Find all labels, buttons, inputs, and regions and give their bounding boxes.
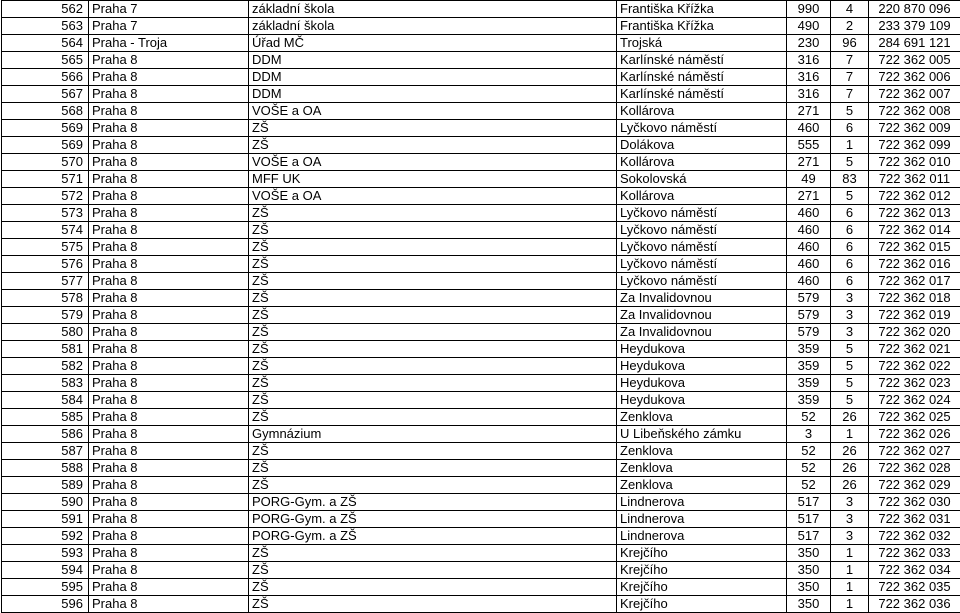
cell-phone: 722 362 019 bbox=[869, 307, 960, 324]
cell-phone: 722 362 023 bbox=[869, 375, 960, 392]
cell-house-number: 517 bbox=[787, 528, 831, 545]
cell-number: 578 bbox=[2, 290, 89, 307]
table-row bbox=[2, 86, 960, 103]
cell-institution: DDM bbox=[249, 52, 617, 69]
cell-number: 562 bbox=[2, 1, 89, 18]
cell-house-number: 52 bbox=[787, 477, 831, 494]
cell-house-number: 460 bbox=[787, 205, 831, 222]
cell-district: Praha 7 bbox=[89, 1, 249, 18]
cell-number: 595 bbox=[2, 579, 89, 596]
cell-orientation-number: 26 bbox=[831, 409, 869, 426]
cell-number: 587 bbox=[2, 443, 89, 460]
cell-house-number: 460 bbox=[787, 222, 831, 239]
cell-orientation-number: 4 bbox=[831, 1, 869, 18]
cell-institution: ZŠ bbox=[249, 460, 617, 477]
cell-phone: 722 362 020 bbox=[869, 324, 960, 341]
cell-house-number: 579 bbox=[787, 324, 831, 341]
cell-street: Lindnerova bbox=[617, 511, 787, 528]
cell-district: Praha 8 bbox=[89, 341, 249, 358]
cell-institution: ZŠ bbox=[249, 222, 617, 239]
cell-orientation-number: 3 bbox=[831, 528, 869, 545]
cell-district: Praha 8 bbox=[89, 545, 249, 562]
cell-institution: ZŠ bbox=[249, 596, 617, 613]
cell-number: 582 bbox=[2, 358, 89, 375]
cell-institution: ZŠ bbox=[249, 579, 617, 596]
table-row bbox=[2, 69, 960, 86]
cell-institution: ZŠ bbox=[249, 477, 617, 494]
cell-orientation-number: 6 bbox=[831, 120, 869, 137]
cell-institution: ZŠ bbox=[249, 324, 617, 341]
table-row bbox=[2, 443, 960, 460]
cell-phone: 722 362 021 bbox=[869, 341, 960, 358]
cell-orientation-number: 5 bbox=[831, 375, 869, 392]
table-row bbox=[2, 1, 960, 18]
table-row bbox=[2, 545, 960, 562]
table-row bbox=[2, 256, 960, 273]
cell-phone: 722 362 013 bbox=[869, 205, 960, 222]
table-row bbox=[2, 511, 960, 528]
cell-phone: 722 362 035 bbox=[869, 579, 960, 596]
cell-orientation-number: 5 bbox=[831, 154, 869, 171]
cell-street: Trojská bbox=[617, 35, 787, 52]
cell-number: 571 bbox=[2, 171, 89, 188]
cell-institution: ZŠ bbox=[249, 137, 617, 154]
cell-district: Praha 8 bbox=[89, 205, 249, 222]
table-row bbox=[2, 494, 960, 511]
cell-number: 576 bbox=[2, 256, 89, 273]
cell-district: Praha 8 bbox=[89, 256, 249, 273]
table-row bbox=[2, 426, 960, 443]
cell-institution: ZŠ bbox=[249, 409, 617, 426]
cell-phone: 722 362 006 bbox=[869, 69, 960, 86]
cell-number: 594 bbox=[2, 562, 89, 579]
cell-district: Praha 8 bbox=[89, 511, 249, 528]
cell-institution: ZŠ bbox=[249, 205, 617, 222]
cell-phone: 722 362 028 bbox=[869, 460, 960, 477]
cell-district: Praha 8 bbox=[89, 307, 249, 324]
cell-phone: 722 362 033 bbox=[869, 545, 960, 562]
cell-street: Zenklova bbox=[617, 460, 787, 477]
cell-number: 586 bbox=[2, 426, 89, 443]
cell-orientation-number: 1 bbox=[831, 596, 869, 613]
cell-district: Praha 8 bbox=[89, 222, 249, 239]
cell-orientation-number: 1 bbox=[831, 579, 869, 596]
table-row bbox=[2, 171, 960, 188]
cell-district: Praha 8 bbox=[89, 154, 249, 171]
cell-district: Praha 8 bbox=[89, 358, 249, 375]
cell-house-number: 579 bbox=[787, 307, 831, 324]
cell-number: 584 bbox=[2, 392, 89, 409]
cell-institution: základní škola bbox=[249, 18, 617, 35]
cell-number: 580 bbox=[2, 324, 89, 341]
cell-orientation-number: 7 bbox=[831, 69, 869, 86]
cell-orientation-number: 5 bbox=[831, 358, 869, 375]
cell-house-number: 350 bbox=[787, 579, 831, 596]
cell-street: Lyčkovo náměstí bbox=[617, 256, 787, 273]
table-row bbox=[2, 392, 960, 409]
cell-house-number: 350 bbox=[787, 596, 831, 613]
cell-orientation-number: 5 bbox=[831, 103, 869, 120]
cell-district: Praha 8 bbox=[89, 596, 249, 613]
cell-district: Praha 8 bbox=[89, 69, 249, 86]
cell-orientation-number: 26 bbox=[831, 477, 869, 494]
cell-orientation-number: 3 bbox=[831, 324, 869, 341]
cell-district: Praha 8 bbox=[89, 460, 249, 477]
cell-street: Za Invalidovnou bbox=[617, 324, 787, 341]
cell-institution: Úřad MČ bbox=[249, 35, 617, 52]
cell-institution: ZŠ bbox=[249, 562, 617, 579]
cell-street: Za Invalidovnou bbox=[617, 307, 787, 324]
cell-house-number: 316 bbox=[787, 52, 831, 69]
cell-orientation-number: 83 bbox=[831, 171, 869, 188]
table-row bbox=[2, 341, 960, 358]
cell-phone: 722 362 012 bbox=[869, 188, 960, 205]
cell-orientation-number: 26 bbox=[831, 443, 869, 460]
cell-district: Praha 7 bbox=[89, 18, 249, 35]
cell-district: Praha 8 bbox=[89, 426, 249, 443]
cell-street: Karlínské náměstí bbox=[617, 86, 787, 103]
cell-phone: 722 362 030 bbox=[869, 494, 960, 511]
cell-house-number: 517 bbox=[787, 511, 831, 528]
cell-orientation-number: 7 bbox=[831, 52, 869, 69]
cell-number: 596 bbox=[2, 596, 89, 613]
cell-phone: 722 362 017 bbox=[869, 273, 960, 290]
cell-institution: ZŠ bbox=[249, 256, 617, 273]
cell-house-number: 460 bbox=[787, 239, 831, 256]
cell-district: Praha 8 bbox=[89, 579, 249, 596]
cell-house-number: 52 bbox=[787, 460, 831, 477]
cell-number: 591 bbox=[2, 511, 89, 528]
cell-street: Lyčkovo náměstí bbox=[617, 273, 787, 290]
cell-number: 589 bbox=[2, 477, 89, 494]
cell-number: 577 bbox=[2, 273, 89, 290]
cell-street: Zenklova bbox=[617, 409, 787, 426]
data-table bbox=[1, 0, 960, 613]
cell-institution: ZŠ bbox=[249, 290, 617, 307]
cell-street: Krejčího bbox=[617, 596, 787, 613]
table-row bbox=[2, 52, 960, 69]
cell-orientation-number: 3 bbox=[831, 511, 869, 528]
table-row bbox=[2, 120, 960, 137]
cell-street: Zenklova bbox=[617, 443, 787, 460]
table-row bbox=[2, 18, 960, 35]
cell-institution: ZŠ bbox=[249, 392, 617, 409]
cell-street: Za Invalidovnou bbox=[617, 290, 787, 307]
cell-street: Heydukova bbox=[617, 375, 787, 392]
cell-street: Lindnerova bbox=[617, 494, 787, 511]
cell-phone: 722 362 007 bbox=[869, 86, 960, 103]
cell-district: Praha 8 bbox=[89, 392, 249, 409]
cell-institution: ZŠ bbox=[249, 307, 617, 324]
cell-house-number: 359 bbox=[787, 341, 831, 358]
cell-house-number: 49 bbox=[787, 171, 831, 188]
cell-number: 593 bbox=[2, 545, 89, 562]
cell-institution: ZŠ bbox=[249, 341, 617, 358]
cell-orientation-number: 3 bbox=[831, 494, 869, 511]
table-row bbox=[2, 307, 960, 324]
cell-orientation-number: 6 bbox=[831, 222, 869, 239]
cell-district: Praha 8 bbox=[89, 494, 249, 511]
cell-orientation-number: 5 bbox=[831, 392, 869, 409]
cell-district: Praha 8 bbox=[89, 52, 249, 69]
table-row bbox=[2, 409, 960, 426]
cell-institution: ZŠ bbox=[249, 239, 617, 256]
table-row bbox=[2, 596, 960, 613]
cell-district: Praha 8 bbox=[89, 273, 249, 290]
cell-street: Kollárova bbox=[617, 103, 787, 120]
cell-district: Praha 8 bbox=[89, 239, 249, 256]
cell-district: Praha 8 bbox=[89, 528, 249, 545]
cell-district: Praha 8 bbox=[89, 86, 249, 103]
table-row bbox=[2, 375, 960, 392]
cell-orientation-number: 5 bbox=[831, 188, 869, 205]
cell-street: Krejčího bbox=[617, 562, 787, 579]
table-row bbox=[2, 103, 960, 120]
cell-institution: ZŠ bbox=[249, 273, 617, 290]
cell-phone: 722 362 024 bbox=[869, 392, 960, 409]
cell-phone: 284 691 121 bbox=[869, 35, 960, 52]
cell-phone: 722 362 034 bbox=[869, 562, 960, 579]
cell-institution: VOŠE a OA bbox=[249, 103, 617, 120]
cell-orientation-number: 96 bbox=[831, 35, 869, 52]
cell-house-number: 460 bbox=[787, 256, 831, 273]
cell-district: Praha 8 bbox=[89, 477, 249, 494]
cell-house-number: 52 bbox=[787, 443, 831, 460]
cell-number: 573 bbox=[2, 205, 89, 222]
cell-district: Praha 8 bbox=[89, 188, 249, 205]
cell-house-number: 316 bbox=[787, 86, 831, 103]
cell-house-number: 3 bbox=[787, 426, 831, 443]
cell-orientation-number: 6 bbox=[831, 239, 869, 256]
cell-number: 570 bbox=[2, 154, 89, 171]
cell-institution: ZŠ bbox=[249, 545, 617, 562]
cell-phone: 722 362 032 bbox=[869, 528, 960, 545]
cell-number: 565 bbox=[2, 52, 89, 69]
cell-street: Heydukova bbox=[617, 392, 787, 409]
cell-number: 590 bbox=[2, 494, 89, 511]
cell-number: 569 bbox=[2, 120, 89, 137]
cell-house-number: 579 bbox=[787, 290, 831, 307]
cell-number: 585 bbox=[2, 409, 89, 426]
cell-street: Lyčkovo náměstí bbox=[617, 120, 787, 137]
cell-district: Praha 8 bbox=[89, 409, 249, 426]
cell-institution: ZŠ bbox=[249, 358, 617, 375]
cell-street: Krejčího bbox=[617, 579, 787, 596]
table-row bbox=[2, 239, 960, 256]
table-row bbox=[2, 528, 960, 545]
cell-district: Praha 8 bbox=[89, 562, 249, 579]
cell-phone: 722 362 029 bbox=[869, 477, 960, 494]
cell-street: Františka Křížka bbox=[617, 1, 787, 18]
cell-orientation-number: 1 bbox=[831, 426, 869, 443]
cell-institution: DDM bbox=[249, 69, 617, 86]
table-row bbox=[2, 273, 960, 290]
cell-institution: ZŠ bbox=[249, 375, 617, 392]
table-row bbox=[2, 358, 960, 375]
cell-street: Dolákova bbox=[617, 137, 787, 154]
cell-number: 566 bbox=[2, 69, 89, 86]
cell-institution: MFF UK bbox=[249, 171, 617, 188]
cell-house-number: 490 bbox=[787, 18, 831, 35]
cell-district: Praha 8 bbox=[89, 120, 249, 137]
cell-institution: VOŠE a OA bbox=[249, 154, 617, 171]
table-row bbox=[2, 205, 960, 222]
cell-phone: 722 362 031 bbox=[869, 511, 960, 528]
cell-street: Lyčkovo náměstí bbox=[617, 239, 787, 256]
cell-house-number: 359 bbox=[787, 375, 831, 392]
cell-orientation-number: 6 bbox=[831, 205, 869, 222]
cell-institution: VOŠE a OA bbox=[249, 188, 617, 205]
cell-number: 574 bbox=[2, 222, 89, 239]
cell-phone: 722 362 026 bbox=[869, 426, 960, 443]
table-row bbox=[2, 477, 960, 494]
cell-district: Praha 8 bbox=[89, 137, 249, 154]
cell-district: Praha 8 bbox=[89, 103, 249, 120]
cell-street: Kollárova bbox=[617, 188, 787, 205]
cell-number: 568 bbox=[2, 103, 89, 120]
cell-phone: 722 362 025 bbox=[869, 409, 960, 426]
cell-street: Lindnerova bbox=[617, 528, 787, 545]
cell-orientation-number: 6 bbox=[831, 256, 869, 273]
cell-district: Praha 8 bbox=[89, 290, 249, 307]
cell-house-number: 555 bbox=[787, 137, 831, 154]
cell-phone: 722 362 027 bbox=[869, 443, 960, 460]
table-row bbox=[2, 35, 960, 52]
cell-street: Lyčkovo náměstí bbox=[617, 222, 787, 239]
cell-phone: 722 362 016 bbox=[869, 256, 960, 273]
table-row bbox=[2, 154, 960, 171]
cell-district: Praha - Troja bbox=[89, 35, 249, 52]
cell-district: Praha 8 bbox=[89, 443, 249, 460]
cell-street: Karlínské náměstí bbox=[617, 69, 787, 86]
cell-institution: ZŠ bbox=[249, 443, 617, 460]
cell-house-number: 359 bbox=[787, 358, 831, 375]
table-row bbox=[2, 290, 960, 307]
cell-orientation-number: 1 bbox=[831, 137, 869, 154]
cell-orientation-number: 26 bbox=[831, 460, 869, 477]
cell-orientation-number: 3 bbox=[831, 290, 869, 307]
cell-number: 581 bbox=[2, 341, 89, 358]
cell-number: 567 bbox=[2, 86, 89, 103]
cell-house-number: 460 bbox=[787, 120, 831, 137]
cell-number: 592 bbox=[2, 528, 89, 545]
cell-institution: PORG-Gym. a ZŠ bbox=[249, 494, 617, 511]
cell-street: Kollárova bbox=[617, 154, 787, 171]
table-row bbox=[2, 579, 960, 596]
cell-street: Karlínské náměstí bbox=[617, 52, 787, 69]
cell-orientation-number: 6 bbox=[831, 273, 869, 290]
cell-district: Praha 8 bbox=[89, 375, 249, 392]
table-row bbox=[2, 460, 960, 477]
cell-institution: ZŠ bbox=[249, 120, 617, 137]
cell-phone: 722 362 011 bbox=[869, 171, 960, 188]
cell-house-number: 359 bbox=[787, 392, 831, 409]
cell-street: Lyčkovo náměstí bbox=[617, 205, 787, 222]
cell-house-number: 271 bbox=[787, 154, 831, 171]
cell-orientation-number: 5 bbox=[831, 341, 869, 358]
cell-institution: DDM bbox=[249, 86, 617, 103]
cell-phone: 722 362 008 bbox=[869, 103, 960, 120]
cell-number: 583 bbox=[2, 375, 89, 392]
cell-house-number: 460 bbox=[787, 273, 831, 290]
cell-house-number: 52 bbox=[787, 409, 831, 426]
cell-house-number: 990 bbox=[787, 1, 831, 18]
cell-house-number: 350 bbox=[787, 562, 831, 579]
cell-phone: 722 362 036 bbox=[869, 596, 960, 613]
cell-orientation-number: 2 bbox=[831, 18, 869, 35]
cell-district: Praha 8 bbox=[89, 324, 249, 341]
table-row bbox=[2, 324, 960, 341]
cell-institution: základní škola bbox=[249, 1, 617, 18]
cell-street: Františka Křížka bbox=[617, 18, 787, 35]
cell-institution: PORG-Gym. a ZŠ bbox=[249, 528, 617, 545]
cell-house-number: 517 bbox=[787, 494, 831, 511]
cell-number: 569 bbox=[2, 137, 89, 154]
cell-phone: 722 362 022 bbox=[869, 358, 960, 375]
cell-street: Krejčího bbox=[617, 545, 787, 562]
cell-phone: 722 362 015 bbox=[869, 239, 960, 256]
cell-phone: 722 362 099 bbox=[869, 137, 960, 154]
cell-number: 579 bbox=[2, 307, 89, 324]
table-row bbox=[2, 137, 960, 154]
table-row bbox=[2, 188, 960, 205]
cell-institution: PORG-Gym. a ZŠ bbox=[249, 511, 617, 528]
table-row bbox=[2, 222, 960, 239]
cell-phone: 722 362 009 bbox=[869, 120, 960, 137]
cell-phone: 722 362 005 bbox=[869, 52, 960, 69]
cell-street: Heydukova bbox=[617, 341, 787, 358]
cell-orientation-number: 1 bbox=[831, 562, 869, 579]
cell-house-number: 230 bbox=[787, 35, 831, 52]
cell-district: Praha 8 bbox=[89, 171, 249, 188]
cell-street: U Libeňského zámku bbox=[617, 426, 787, 443]
cell-phone: 220 870 096 bbox=[869, 1, 960, 18]
cell-institution: Gymnázium bbox=[249, 426, 617, 443]
cell-number: 575 bbox=[2, 239, 89, 256]
cell-phone: 722 362 010 bbox=[869, 154, 960, 171]
cell-street: Sokolovská bbox=[617, 171, 787, 188]
cell-house-number: 271 bbox=[787, 103, 831, 120]
cell-orientation-number: 1 bbox=[831, 545, 869, 562]
cell-orientation-number: 7 bbox=[831, 86, 869, 103]
cell-phone: 233 379 109 bbox=[869, 18, 960, 35]
cell-phone: 722 362 018 bbox=[869, 290, 960, 307]
cell-street: Heydukova bbox=[617, 358, 787, 375]
cell-number: 563 bbox=[2, 18, 89, 35]
cell-street: Zenklova bbox=[617, 477, 787, 494]
table-row bbox=[2, 562, 960, 579]
table-body bbox=[2, 1, 960, 613]
cell-number: 588 bbox=[2, 460, 89, 477]
cell-number: 572 bbox=[2, 188, 89, 205]
cell-house-number: 271 bbox=[787, 188, 831, 205]
cell-house-number: 316 bbox=[787, 69, 831, 86]
cell-phone: 722 362 014 bbox=[869, 222, 960, 239]
cell-number: 564 bbox=[2, 35, 89, 52]
cell-orientation-number: 3 bbox=[831, 307, 869, 324]
cell-house-number: 350 bbox=[787, 545, 831, 562]
